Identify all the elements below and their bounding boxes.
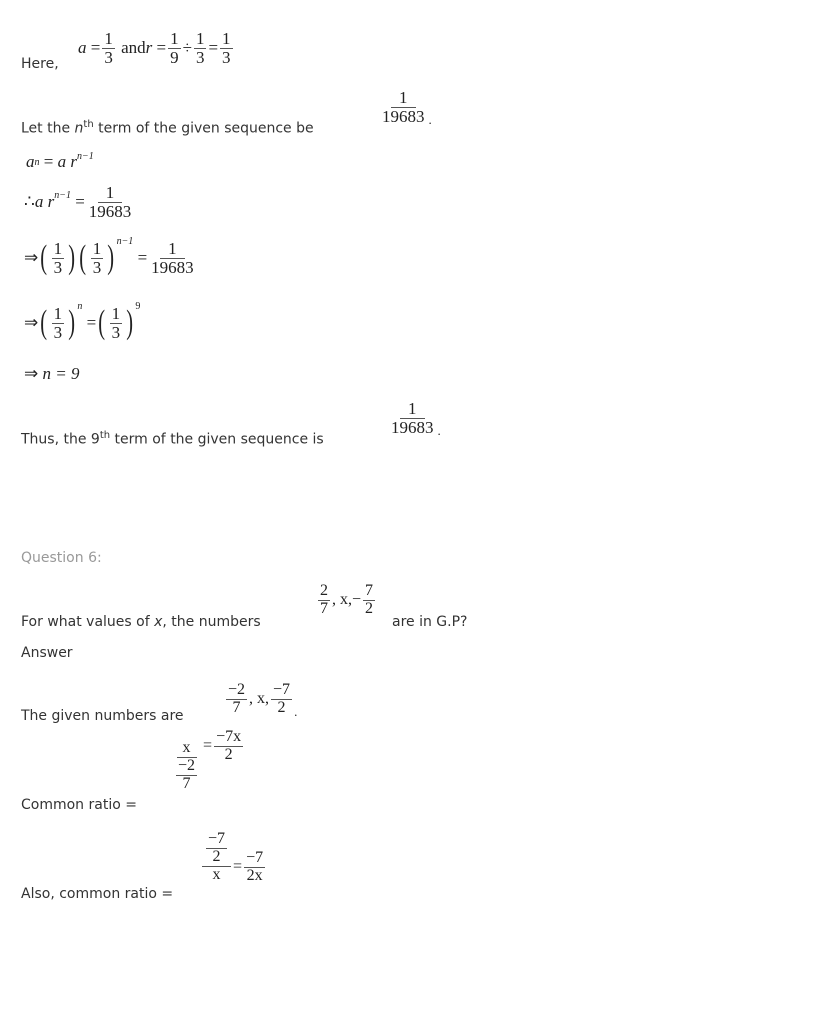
num: 1 [160,240,185,259]
sep: , x, [249,690,270,707]
num: 7 [365,582,374,599]
num: x [177,740,197,758]
text: For what values of [21,614,155,630]
math-given-numbers [224,678,297,720]
num: 1 [98,184,123,203]
n-eq-9: n = 9 [42,364,80,383]
fraction [318,583,330,618]
den: 3 [53,322,63,342]
den: 3 [111,322,121,342]
num: 1 [400,400,425,419]
num: 1 [391,89,416,108]
den: 3 [195,47,205,67]
eq: = [137,248,148,268]
num: 1 [53,239,63,258]
question-title: Question 6: [21,550,102,566]
text: , the numbers [162,614,261,630]
period: . [294,704,298,719]
minus: − [352,591,362,609]
num: −2 [178,756,196,774]
den: 19683 [391,417,434,437]
num: 1 [170,29,179,48]
num: −7 [273,680,291,698]
therefore: ∴ [24,192,35,212]
text: Let the [21,120,75,137]
var-r: r [145,38,153,58]
given-numbers-label: The given numbers are [21,708,184,724]
text: term of the given sequence be [93,120,314,137]
fraction [172,740,201,792]
also-common-ratio-label: Also, common ratio = [21,886,174,902]
den: 7 [232,698,241,716]
eq: = [75,192,85,212]
num: 2 [320,582,328,599]
den: 7 [320,599,328,617]
den: 3 [53,257,63,277]
eq: = [90,38,101,58]
question-suffix: are in G.P? [392,614,468,630]
eq: = [86,313,97,333]
math-common-ratio [170,727,245,792]
fraction [52,305,65,342]
sup-th: th [83,119,94,130]
fraction [202,831,231,883]
math-fraction-19683 [378,86,432,128]
fraction [380,89,427,126]
den: x [212,865,221,883]
fraction [220,30,233,67]
implies: ⇒ [24,313,39,333]
math-question-numbers [316,583,377,618]
num: −7 [246,849,264,866]
fraction [271,682,292,717]
num: 1 [104,29,113,48]
fraction [91,240,104,277]
fraction [168,30,181,67]
math-a-and-r [78,30,235,67]
den: 2 [224,745,233,763]
here-label: Here, [21,56,59,72]
num: 1 [92,239,102,258]
var-a: a [26,152,35,171]
fraction [206,831,227,866]
den: 19683 [382,106,425,126]
fraction [149,240,196,277]
num: 1 [195,29,205,48]
implies: ⇒ [24,364,39,383]
fraction [87,184,134,221]
fraction [363,583,375,618]
exp-n: n [77,300,83,312]
and-word: and [121,38,146,58]
exp: n−1 [54,189,71,201]
math-fraction-19683 [387,397,441,439]
den: 2 [277,698,286,716]
den: 9 [170,47,179,67]
period: . [428,112,432,127]
den: 7 [182,774,191,792]
sub-n: n [34,156,40,168]
fraction [214,729,243,764]
num: 1 [222,29,231,48]
den: 2 [212,847,221,865]
den: 19683 [151,257,194,277]
den: 3 [104,47,113,67]
text: Thus, the 9 [21,431,100,448]
ar: a r [57,152,77,171]
var-x: x [154,614,163,630]
den: 19683 [88,201,132,221]
num: 1 [111,304,121,323]
num: 1 [53,304,63,323]
exp: n−1 [76,150,94,162]
fraction [194,30,207,67]
exp: n−1 [116,235,134,247]
fraction [244,850,265,885]
exp-9: 9 [135,300,141,312]
fraction [102,30,115,67]
math-implies-2: ⇒ ( $\frac{1}{3}$ ) $^n$ = ( $\frac{1}{3}$ ) $^9$ [24,300,141,342]
eq: = [156,38,167,58]
var-a: a [78,38,87,58]
div: ÷ [182,38,192,58]
eq: = [203,737,213,755]
den: 2 [365,599,374,617]
sup-th: th [99,430,111,441]
question-text [21,614,261,630]
num: −7 [208,830,226,848]
den: 3 [92,257,102,277]
fraction [52,240,65,277]
num: −2 [228,680,246,698]
sep: , x, [332,591,352,609]
den: 3 [222,47,231,67]
math-n-equals-9 [24,364,79,384]
implies: ⇒ [24,248,39,268]
fraction [389,400,436,437]
num: −7x [216,727,242,745]
eq: = [233,858,243,876]
answer-label: Answer [21,645,73,661]
den: 2x [246,866,263,884]
math-therefore [24,184,135,221]
common-ratio-label: Common ratio = [21,797,137,813]
math-an-formula [26,152,94,172]
ar: a r [34,192,55,212]
period: . [437,423,441,438]
fraction [110,305,123,342]
math-also-common-ratio [200,830,267,885]
text: term of the given sequence is [110,431,324,448]
conclusion-sentence [21,430,324,448]
eq: = [43,152,54,171]
var-n: n [74,120,84,137]
fraction [226,682,247,717]
math-implies-1: ⇒ ( $\frac{1}{3}$ ) ( $\frac{1}{3}$ ) $^{n-1}$ = $\frac{1}{19683}$ [24,235,194,277]
fraction [176,758,197,793]
eq: = [208,38,219,58]
nth-term-sentence [21,119,314,137]
